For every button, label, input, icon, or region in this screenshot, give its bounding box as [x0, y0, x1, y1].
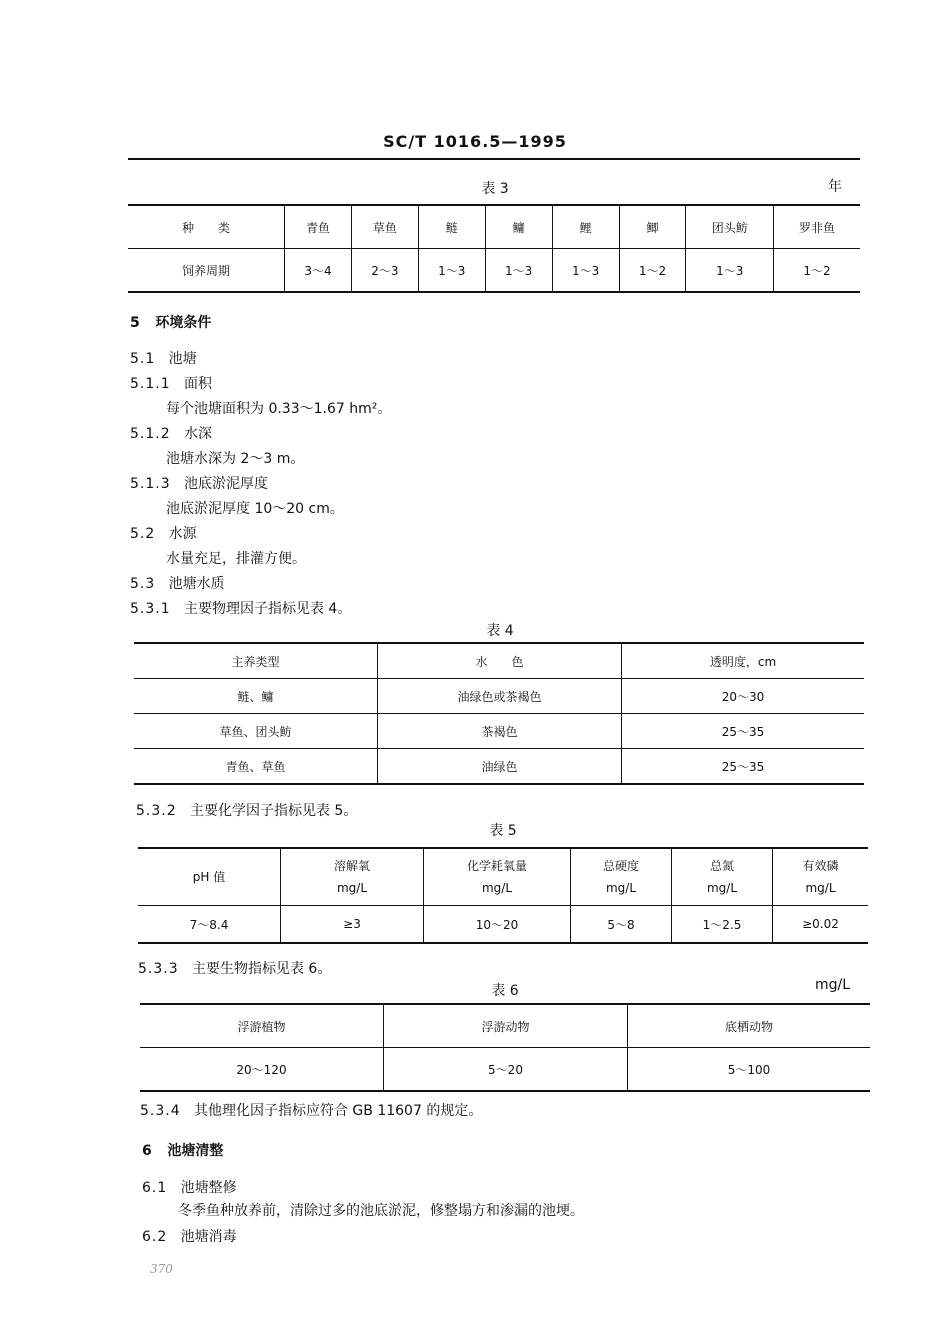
table-header-cell — [672, 848, 773, 906]
table-cell: ≥3 — [281, 906, 424, 944]
section-title: 主要生物指标见表 6。 — [191, 961, 332, 977]
table-cell: 罗非鱼 — [774, 205, 860, 249]
section-title: 池塘 — [168, 351, 197, 367]
table-cell: 25～35 — [622, 714, 865, 749]
table-cell: 1～3 — [552, 249, 619, 293]
table-cell: 油绿色或茶褐色 — [378, 679, 622, 714]
section-6-1-heading — [142, 1177, 237, 1197]
table-row — [134, 714, 864, 749]
section-5-1-1-heading — [130, 373, 212, 393]
section-title: 水深 — [183, 426, 212, 442]
section-number: 5.1 — [130, 351, 156, 367]
table-cell: 油绿色 — [378, 749, 622, 785]
section-6-2-heading — [142, 1226, 237, 1246]
column-unit: mg/L — [336, 881, 368, 895]
table-row — [138, 848, 868, 906]
table-row — [128, 205, 860, 249]
table-cell: 鳙 — [485, 205, 552, 249]
table-cell: 底栖动物 — [628, 1004, 871, 1048]
header-rule — [128, 158, 860, 160]
table-cell: 鲢 — [418, 205, 485, 249]
table3-unit: 年 — [828, 179, 842, 195]
column-name: 总硬度 — [602, 859, 639, 873]
section-number: 5.3.4 — [140, 1103, 181, 1119]
section-number: 5.3.1 — [130, 601, 171, 617]
table-cell: 1～3 — [418, 249, 485, 293]
section-5-1-3-heading — [130, 473, 268, 493]
table-cell: 浮游植物 — [140, 1004, 384, 1048]
section-number: 5.3 — [130, 576, 156, 592]
table-cell: 20～120 — [236, 1062, 287, 1077]
table-cell: 鲤 — [552, 205, 619, 249]
section-number: 5.1.2 — [130, 426, 171, 442]
table-cell: 鲫 — [619, 205, 686, 249]
table-cell: 草鱼、团头鲂 — [134, 714, 378, 749]
section-5-1-3-body: 池底淤泥厚度 10～20 cm。 — [166, 501, 344, 517]
table-row — [140, 1048, 870, 1092]
section-number: 5.3.3 — [138, 961, 179, 977]
table-cell: 5～100 — [628, 1048, 871, 1092]
table-cell: 1～2 — [774, 249, 860, 293]
table-cell: 1～2 — [619, 249, 686, 293]
section-number: 5.2 — [130, 526, 156, 542]
section-5-heading — [130, 312, 211, 332]
table6-unit: mg/L — [815, 977, 851, 993]
section-title: 池底淤泥厚度 — [183, 476, 268, 492]
table-row — [134, 643, 864, 679]
table-cell: 草鱼 — [351, 205, 418, 249]
section-title: 环境条件 — [155, 315, 212, 331]
section-6-1-body: 冬季鱼种放养前，清除过多的池底淤泥，修整塌方和渗漏的池埂。 — [178, 1203, 584, 1219]
column-name: 溶解氧 — [333, 859, 370, 873]
table-row — [134, 679, 864, 714]
table3-caption: 表 3 — [481, 181, 509, 197]
section-title: 池塘清整 — [167, 1143, 224, 1159]
table5-caption: 表 5 — [489, 823, 517, 839]
table-cell: 团头鲂 — [686, 205, 774, 249]
section-number: 5 — [130, 315, 141, 331]
column-unit: mg/L — [605, 881, 637, 895]
section-title: 池塘整修 — [180, 1180, 237, 1196]
table-cell: 2～3 — [351, 249, 418, 293]
section-number: 5.1.3 — [130, 476, 171, 492]
section-title: 面积 — [183, 376, 212, 392]
section-5-1-1-body: 每个池塘面积为 0.33～1.67 hm²。 — [166, 401, 392, 417]
table-cell: 10～20 — [424, 906, 571, 944]
section-5-3-2-heading — [136, 800, 357, 820]
table-row — [138, 906, 868, 944]
section-title: 主要化学因子指标见表 5。 — [189, 803, 358, 819]
table-cell: 浮游动物 — [384, 1004, 628, 1048]
table4-caption: 表 4 — [486, 623, 514, 639]
table3 — [128, 204, 860, 293]
section-5-3-3-heading — [138, 958, 331, 978]
table-row — [140, 1004, 870, 1048]
table-header-cell — [281, 848, 424, 906]
table-cell: 20～30 — [622, 679, 865, 714]
table-header-cell — [138, 848, 281, 906]
table-cell: 1～3 — [485, 249, 552, 293]
table-cell: 3～4 — [285, 249, 352, 293]
table-cell: 青鱼 — [285, 205, 352, 249]
section-title: 池塘消毒 — [180, 1229, 237, 1245]
table-cell: 水 色 — [378, 643, 622, 679]
table-header-cell — [773, 848, 869, 906]
table-row — [134, 749, 864, 785]
column-name: 有效磷 — [802, 859, 839, 873]
section-5-1-heading — [130, 348, 197, 368]
section-5-3-4-heading — [140, 1100, 482, 1120]
table-cell: 透明度，cm — [622, 643, 865, 679]
section-title: 其他理化因子指标应符合 GB 11607 的规定。 — [193, 1103, 483, 1119]
section-title: 水源 — [168, 526, 197, 542]
section-number: 5.1.1 — [130, 376, 171, 392]
section-number: 6 — [142, 1143, 153, 1159]
table6-caption: 表 6 — [491, 983, 519, 999]
table-cell: 饲养周期 — [181, 263, 230, 278]
table6 — [140, 1003, 870, 1092]
table-cell: 5～8 — [571, 906, 672, 944]
page-number: 370 — [150, 1262, 173, 1276]
column-name: pH 值 — [192, 870, 226, 884]
table-cell: 种 类 — [128, 205, 285, 249]
section-title: 主要物理因子指标见表 4。 — [183, 601, 352, 617]
section-5-3-1-heading — [130, 598, 351, 618]
section-6-heading — [142, 1140, 223, 1160]
table-cell: 1～3 — [686, 249, 774, 293]
table-cell: 主养类型 — [134, 643, 378, 679]
section-number: 6.2 — [142, 1229, 168, 1245]
table-cell: 鲢、鳙 — [134, 679, 378, 714]
section-5-2-body: 水量充足，排灌方便。 — [166, 551, 306, 567]
table-header-cell — [571, 848, 672, 906]
section-5-1-2-body: 池塘水深为 2～3 m。 — [166, 451, 305, 467]
section-5-3-heading — [130, 573, 225, 593]
table-row — [128, 249, 860, 293]
table-cell: 25～35 — [622, 749, 865, 785]
table-cell: 1～2.5 — [672, 906, 773, 944]
standard-code-header: SC/T 1016.5—1995 — [383, 132, 567, 151]
column-unit: mg/L — [706, 881, 738, 895]
section-title: 池塘水质 — [168, 576, 225, 592]
section-number: 5.3.2 — [136, 803, 177, 819]
section-5-1-2-heading — [130, 423, 212, 443]
column-name: 总氮 — [709, 859, 734, 873]
table5 — [138, 847, 868, 944]
column-name: 化学耗氧量 — [466, 859, 527, 873]
column-unit: mg/L — [481, 881, 513, 895]
section-5-2-heading — [130, 523, 197, 543]
section-number: 6.1 — [142, 1180, 168, 1196]
table-cell: 7～8.4 — [189, 917, 229, 932]
table-cell: 青鱼、草鱼 — [225, 759, 286, 774]
table-cell: 茶褐色 — [378, 714, 622, 749]
table-cell: ≥0.02 — [773, 906, 869, 944]
table4 — [134, 642, 864, 785]
table-cell: 5～20 — [384, 1048, 628, 1092]
table-header-cell — [424, 848, 571, 906]
column-unit: mg/L — [805, 881, 836, 895]
